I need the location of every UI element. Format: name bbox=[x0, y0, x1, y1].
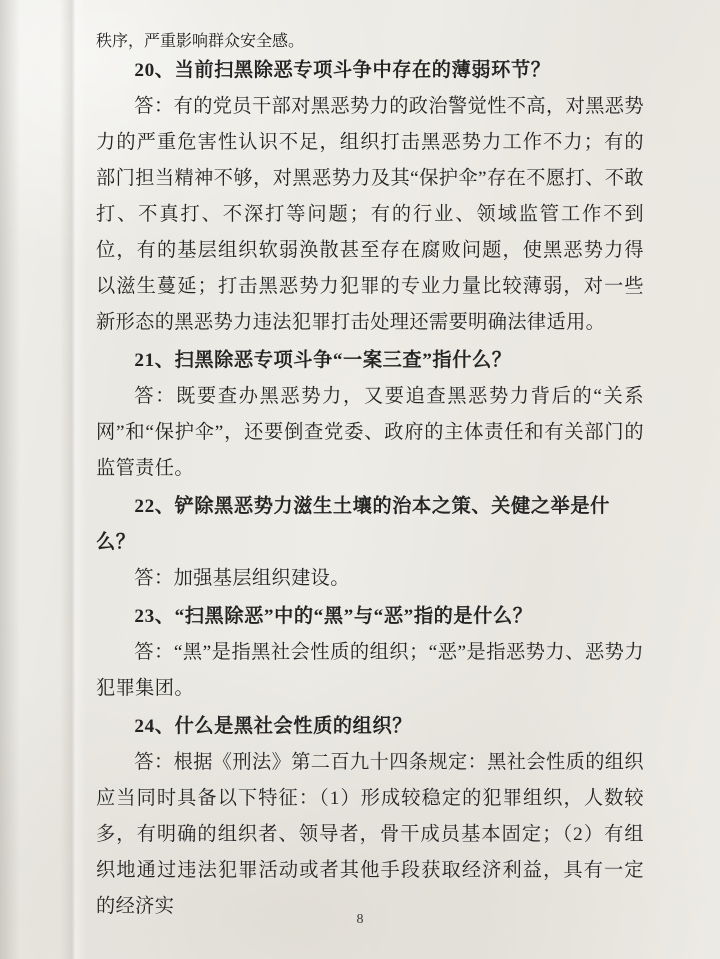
answer-text-21: 答：既要查办黑恶势力，又要追查黑恶势力背后的“关系网”和“保护伞”，还要倒查党委、政府的主体责任和有关部门的监管责任。 bbox=[96, 386, 644, 479]
question-heading-20: 20、当前扫黑除恶专项斗争中存在的薄弱环节？ bbox=[134, 60, 551, 81]
answer-text-20: 答：有的党员干部对黑恶势力的政治警觉性不高，对黑恶势力的严重危害性认识不足，组织打击黑恶势力工作不力；有的部门担当精神不够，对黑恶势力及其“保护伞”存在不愿打、不敢打、不真打、不深打等问题；有的行业、领域监管工作不到位，有的基层组织软弱涣散甚至存在腐败问题，使黑恶势力得以滋生蔓延；打击黑恶势力犯罪的专业力量比较薄弱，对一些新形态的黑恶势力违法犯罪打击处理还需要明确法律适用。 bbox=[96, 96, 644, 333]
answer-text-23: 答：“黑”是指黑社会性质的组织；“恶”是指恶势力、恶势力犯罪集团。 bbox=[96, 642, 644, 699]
question-heading-21: 21、扫黑除恶专项斗争“一案三查”指什么？ bbox=[134, 350, 512, 371]
page-number: 8 bbox=[356, 912, 364, 927]
question-heading-24: 24、什么是黑社会性质的组织？ bbox=[134, 716, 413, 737]
page-text-body bbox=[96, 28, 644, 925]
answer-text-24: 答：根据《刑法》第二百九十四条规定：黑社会性质的组织应当同时具备以下特征：（1）形成较稳定的犯罪组织，人数较多，有明确的组织者、领导者，骨干成员基本固定；（2）有组织地通过违法犯罪活动或者其他手段获取经济利益，具有一定的经济实 bbox=[96, 752, 644, 917]
question-heading-23: 23、“扫黑除恶”中的“黑”与“恶”指的是什么？ bbox=[134, 606, 533, 627]
paragraph-continuation: 秩序，严重影响群众安全感。 bbox=[96, 33, 305, 50]
answer-text-22: 答：加强基层组织建设。 bbox=[134, 568, 350, 589]
question-heading-22: 22、铲除黑恶势力滋生土壤的治本之策、关健之举是什么？ bbox=[96, 496, 610, 553]
